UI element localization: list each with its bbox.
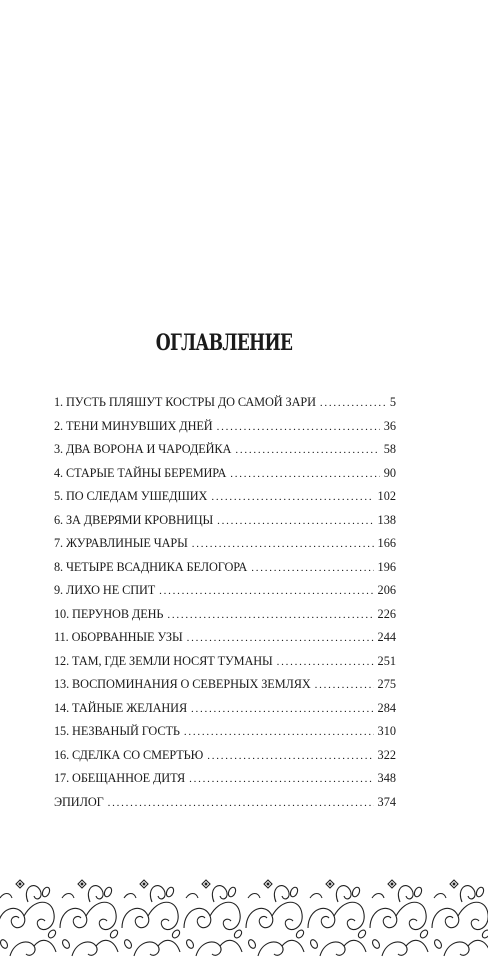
page-number: 322 xyxy=(377,747,396,762)
chapter-title: ЭПИЛОГ xyxy=(54,794,104,809)
list-item xyxy=(54,442,396,466)
chapter-title: 8. ЧЕТЫРЕ ВСАДНИКА БЕЛОГОРА xyxy=(54,559,248,574)
list-item xyxy=(54,583,396,607)
chapter-title: 2. ТЕНИ МИНУВШИХ ДНЕЙ xyxy=(54,418,213,433)
page-number: 196 xyxy=(377,559,396,574)
list-item xyxy=(54,536,396,560)
page-title: ОГЛАВЛЕНИЕ xyxy=(155,330,293,356)
dot-leader xyxy=(207,750,373,762)
dot-leader xyxy=(187,632,374,644)
list-item xyxy=(54,513,396,537)
list-item xyxy=(54,748,396,772)
chapter-title: 5. ПО СЛЕДАМ УШЕДШИХ xyxy=(54,489,208,503)
list-item xyxy=(54,677,396,701)
chapter-title: 10. ПЕРУНОВ ДЕНЬ xyxy=(54,606,164,621)
chapter-title: 16. СДЕЛКА СО СМЕРТЬЮ xyxy=(54,747,204,762)
dot-leader xyxy=(211,491,373,503)
chapter-title: 1. ПУСТЬ ПЛЯШУТ КОСТРЫ ДО САМОЙ ЗАРИ xyxy=(54,395,316,409)
page-number: 226 xyxy=(377,606,396,621)
chapter-title: 9. ЛИХО НЕ СПИТ xyxy=(54,583,156,597)
chapter-title: 4. СТАРЫЕ ТАЙНЫ БЕРЕМИРА xyxy=(54,465,227,480)
chapter-title: 12. ТАМ, ГДЕ ЗЕМЛИ НОСЯТ ТУМАНЫ xyxy=(54,653,273,668)
dot-leader xyxy=(230,468,379,480)
list-item xyxy=(54,466,396,490)
list-item xyxy=(54,489,396,513)
list-item xyxy=(54,630,396,654)
dot-leader xyxy=(108,797,374,809)
chapter-title: 3. ДВА ВОРОНА И ЧАРОДЕЙКА xyxy=(54,442,232,456)
page-number: 284 xyxy=(377,700,396,715)
page-number: 244 xyxy=(377,630,396,644)
list-item xyxy=(54,724,396,748)
chapter-title: 15. НЕЗВАНЫЙ ГОСТЬ xyxy=(54,724,180,738)
dot-leader xyxy=(251,562,373,574)
page-number: 275 xyxy=(377,677,396,691)
list-item xyxy=(54,560,396,584)
dot-leader xyxy=(192,538,374,550)
dot-leader xyxy=(184,726,374,738)
page-number: 102 xyxy=(377,489,396,503)
list-item xyxy=(54,795,396,819)
list-item xyxy=(54,607,396,631)
table-of-contents xyxy=(54,395,396,818)
page-number: 138 xyxy=(377,512,396,527)
chapter-title: 14. ТАЙНЫЕ ЖЕЛАНИЯ xyxy=(54,700,188,715)
list-item xyxy=(54,654,396,678)
list-item xyxy=(54,771,396,795)
dot-leader xyxy=(320,397,386,409)
list-item xyxy=(54,701,396,725)
dot-leader xyxy=(217,515,373,527)
page-number: 5 xyxy=(389,395,396,409)
chapter-title: 13. ВОСПОМИНАНИЯ О СЕВЕРНЫХ ЗЕМЛЯХ xyxy=(54,677,311,691)
dot-leader xyxy=(217,421,380,433)
dot-leader xyxy=(167,609,373,621)
chapter-title: 7. ЖУРАВЛИНЫЕ ЧАРЫ xyxy=(54,536,188,550)
page-number: 374 xyxy=(377,794,396,809)
dot-leader xyxy=(159,585,373,597)
page-number: 36 xyxy=(383,418,396,433)
page-number: 251 xyxy=(377,653,396,668)
dot-leader xyxy=(315,679,374,691)
page-number: 166 xyxy=(377,536,396,550)
page-number: 206 xyxy=(377,583,396,597)
list-item xyxy=(54,419,396,443)
dot-leader xyxy=(189,773,373,785)
dot-leader xyxy=(191,703,374,715)
dot-leader xyxy=(277,656,374,668)
chapter-title: 6. ЗА ДВЕРЯМИ КРОВНИЦЫ xyxy=(54,512,214,527)
dot-leader xyxy=(235,444,379,456)
page-number: 348 xyxy=(377,771,396,785)
page-number: 310 xyxy=(377,724,396,738)
chapter-title: 11. ОБОРВАННЫЕ УЗЫ xyxy=(54,630,183,644)
list-item xyxy=(54,395,396,419)
chapter-title: 17. ОБЕЩАННОЕ ДИТЯ xyxy=(54,771,186,785)
page-number: 58 xyxy=(383,442,396,456)
page-number: 90 xyxy=(383,465,396,480)
floral-swirl-border-icon xyxy=(0,868,488,958)
